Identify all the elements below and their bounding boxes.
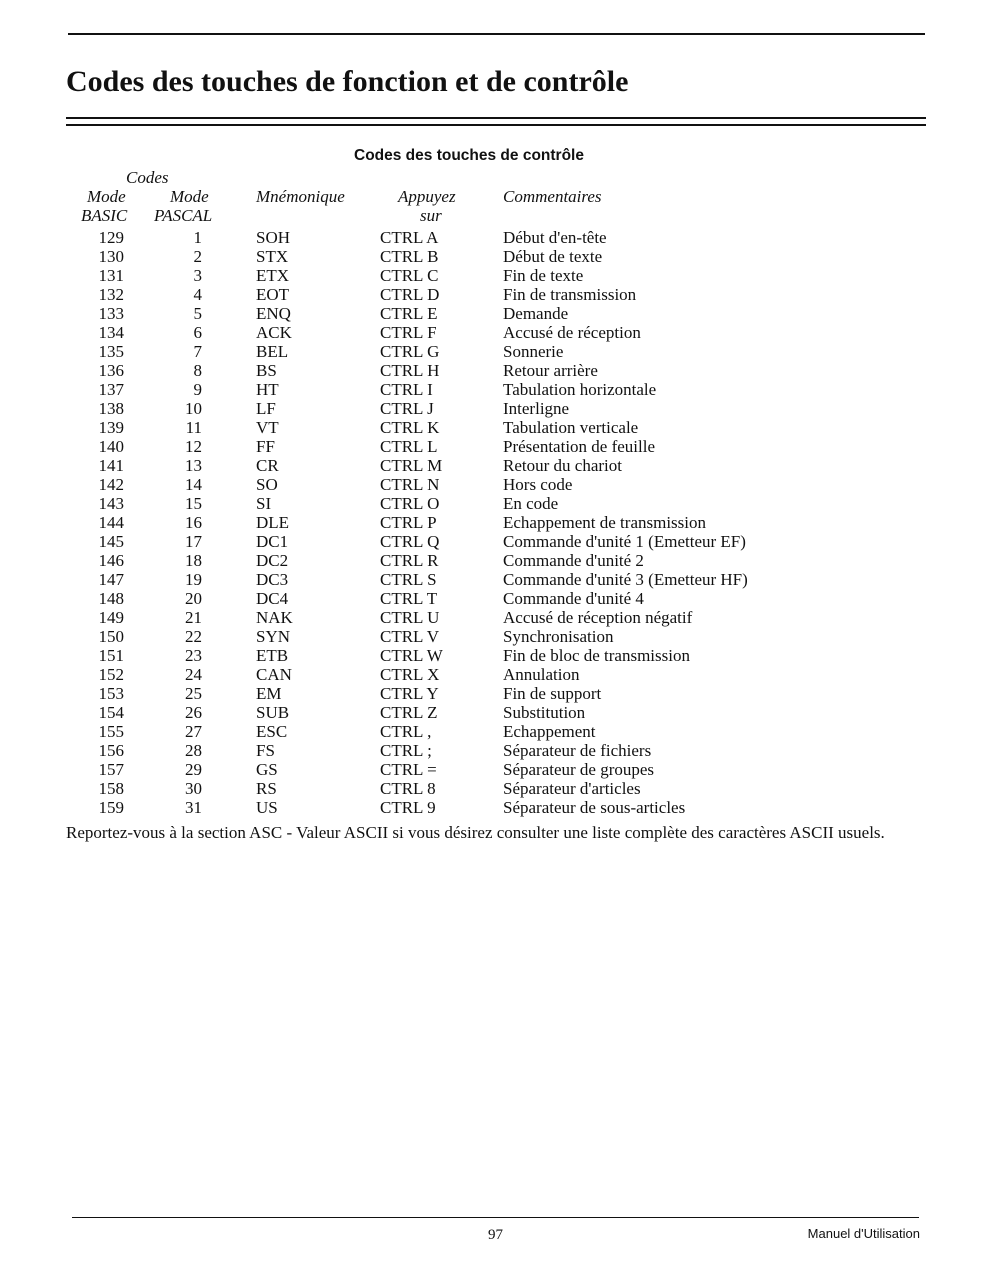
cell-key-combo: CTRL C	[380, 266, 439, 285]
cell-basic-code: 135	[98, 342, 124, 361]
cell-key-combo: CTRL D	[380, 285, 440, 304]
cell-basic-code: 143	[98, 494, 124, 513]
cell-basic-code: 131	[98, 266, 124, 285]
cell-mnemonic: DC4	[256, 589, 289, 608]
cell-pascal-code: 21	[185, 608, 202, 627]
cell-pascal-code: 17	[185, 532, 202, 551]
cell-mnemonic: GS	[256, 760, 278, 779]
table-row	[0, 285, 1000, 304]
header-mode-basic: Mode	[87, 187, 126, 206]
table-row	[0, 551, 1000, 570]
table-row	[0, 304, 1000, 323]
cell-comment: Commande d'unité 1 (Emetteur EF)	[503, 532, 746, 551]
cell-key-combo: CTRL F	[380, 323, 437, 342]
cell-comment: Accusé de réception négatif	[503, 608, 693, 627]
table-row	[0, 570, 1000, 589]
cell-mnemonic: ETB	[256, 646, 289, 665]
cell-key-combo: CTRL H	[380, 361, 440, 380]
header-mode-pascal: Mode	[170, 187, 209, 206]
cell-pascal-code: 19	[185, 570, 202, 589]
cell-key-combo: CTRL P	[380, 513, 437, 532]
header-mnemonic: Mnémonique	[256, 187, 345, 206]
cell-basic-code: 153	[98, 684, 124, 703]
cell-pascal-code: 2	[193, 247, 202, 266]
cell-pascal-code: 3	[193, 266, 202, 285]
cell-basic-code: 148	[98, 589, 124, 608]
cell-basic-code: 132	[98, 285, 124, 304]
cell-basic-code: 154	[98, 703, 124, 722]
cell-pascal-code: 23	[185, 646, 202, 665]
cell-key-combo: CTRL L	[380, 437, 438, 456]
cell-mnemonic: CR	[256, 456, 279, 475]
table-row	[0, 627, 1000, 646]
table-row	[0, 361, 1000, 380]
cell-mnemonic: DC3	[256, 570, 289, 589]
cell-key-combo: CTRL S	[380, 570, 437, 589]
section-title: Codes des touches de contrôle	[354, 147, 584, 164]
cell-basic-code: 151	[98, 646, 124, 665]
cell-mnemonic: DLE	[256, 513, 290, 532]
cell-mnemonic: US	[256, 798, 278, 817]
cell-basic-code: 137	[98, 380, 124, 399]
cell-key-combo: CTRL 8	[380, 779, 436, 798]
cell-comment: Début de texte	[503, 247, 603, 266]
cell-pascal-code: 15	[185, 494, 202, 513]
cell-basic-code: 142	[98, 475, 124, 494]
cell-comment: Substitution	[503, 703, 586, 722]
cell-pascal-code: 26	[185, 703, 202, 722]
table-row	[0, 437, 1000, 456]
reference-note: Reportez-vous à la section ASC - Valeur ASCII si vous désirez consulter une liste complète des caractères ASCII usuels.	[66, 823, 885, 842]
cell-mnemonic: EOT	[256, 285, 290, 304]
cell-mnemonic: RS	[256, 779, 277, 798]
cell-comment: Tabulation horizontale	[503, 380, 657, 399]
cell-key-combo: CTRL R	[380, 551, 439, 570]
cell-mnemonic: CAN	[256, 665, 292, 684]
cell-comment: Début d'en-tête	[503, 228, 607, 247]
cell-pascal-code: 25	[185, 684, 202, 703]
cell-mnemonic: SYN	[256, 627, 291, 646]
cell-key-combo: CTRL J	[380, 399, 434, 418]
header-key-on: sur	[420, 206, 442, 225]
cell-comment: Retour du chariot	[503, 456, 622, 475]
cell-key-combo: CTRL ,	[380, 722, 432, 741]
header-basic: BASIC	[81, 206, 128, 225]
cell-basic-code: 155	[98, 722, 124, 741]
cell-pascal-code: 4	[193, 285, 202, 304]
cell-pascal-code: 22	[185, 627, 202, 646]
header-pascal: PASCAL	[154, 206, 213, 225]
table-row	[0, 247, 1000, 266]
cell-mnemonic: DC1	[256, 532, 289, 551]
cell-key-combo: CTRL Z	[380, 703, 438, 722]
cell-comment: Fin de texte	[503, 266, 584, 285]
cell-key-combo: CTRL 9	[380, 798, 436, 817]
cell-mnemonic: ACK	[256, 323, 292, 342]
cell-pascal-code: 31	[185, 798, 202, 817]
cell-comment: Séparateur de groupes	[503, 760, 655, 779]
header-key-press: Appuyez	[398, 187, 456, 206]
cell-basic-code: 147	[98, 570, 124, 589]
cell-basic-code: 149	[98, 608, 124, 627]
cell-mnemonic: VT	[256, 418, 279, 437]
cell-comment: Echappement	[503, 722, 596, 741]
cell-pascal-code: 16	[185, 513, 202, 532]
cell-mnemonic: SO	[256, 475, 278, 494]
cell-pascal-code: 9	[193, 380, 202, 399]
cell-mnemonic: HT	[256, 380, 279, 399]
table-row	[0, 760, 1000, 779]
cell-basic-code: 136	[98, 361, 124, 380]
cell-key-combo: CTRL =	[380, 760, 437, 779]
cell-comment: Fin de support	[503, 684, 602, 703]
cell-pascal-code: 24	[185, 665, 202, 684]
cell-key-combo: CTRL Q	[380, 532, 440, 551]
table-row	[0, 475, 1000, 494]
table-row	[0, 665, 1000, 684]
cell-comment: Fin de transmission	[503, 285, 637, 304]
control-codes-table	[0, 228, 1000, 817]
cell-comment: Séparateur d'articles	[503, 779, 641, 798]
cell-basic-code: 150	[98, 627, 124, 646]
cell-key-combo: CTRL A	[380, 228, 439, 247]
cell-mnemonic: SUB	[256, 703, 290, 722]
cell-comment: Fin de bloc de transmission	[503, 646, 690, 665]
table-row	[0, 684, 1000, 703]
table-row	[0, 798, 1000, 817]
cell-key-combo: CTRL N	[380, 475, 440, 494]
cell-basic-code: 152	[98, 665, 124, 684]
cell-pascal-code: 30	[185, 779, 202, 798]
cell-mnemonic: BEL	[256, 342, 289, 361]
cell-comment: Hors code	[503, 475, 573, 494]
cell-key-combo: CTRL E	[380, 304, 438, 323]
cell-mnemonic: LF	[256, 399, 276, 418]
cell-comment: En code	[503, 494, 559, 513]
table-row	[0, 779, 1000, 798]
table-row	[0, 741, 1000, 760]
table-row	[0, 513, 1000, 532]
table-row	[0, 456, 1000, 475]
cell-pascal-code: 18	[185, 551, 202, 570]
cell-key-combo: CTRL I	[380, 380, 433, 399]
cell-basic-code: 144	[98, 513, 124, 532]
top-rule	[68, 33, 925, 35]
table-row	[0, 323, 1000, 342]
cell-key-combo: CTRL V	[380, 627, 440, 646]
cell-key-combo: CTRL K	[380, 418, 440, 437]
cell-comment: Commande d'unité 2	[503, 551, 644, 570]
table-row	[0, 608, 1000, 627]
cell-comment: Séparateur de fichiers	[503, 741, 652, 760]
cell-comment: Interligne	[503, 399, 570, 418]
cell-key-combo: CTRL W	[380, 646, 443, 665]
title-double-rule	[66, 117, 926, 126]
cell-basic-code: 138	[98, 399, 124, 418]
cell-comment: Sonnerie	[503, 342, 564, 361]
table-row	[0, 703, 1000, 722]
footer-rule	[72, 1217, 919, 1218]
cell-basic-code: 145	[98, 532, 124, 551]
cell-key-combo: CTRL X	[380, 665, 440, 684]
table-row	[0, 342, 1000, 361]
cell-pascal-code: 12	[185, 437, 202, 456]
cell-comment: Commande d'unité 3 (Emetteur HF)	[503, 570, 748, 589]
table-row	[0, 266, 1000, 285]
cell-mnemonic: SOH	[256, 228, 291, 247]
cell-key-combo: CTRL G	[380, 342, 440, 361]
cell-mnemonic: ESC	[256, 722, 288, 741]
header-comments: Commentaires	[503, 187, 602, 206]
cell-key-combo: CTRL B	[380, 247, 439, 266]
table-row	[0, 380, 1000, 399]
cell-mnemonic: STX	[256, 247, 289, 266]
cell-pascal-code: 11	[185, 418, 202, 437]
cell-key-combo: CTRL Y	[380, 684, 439, 703]
cell-mnemonic: SI	[256, 494, 272, 513]
cell-basic-code: 157	[98, 760, 124, 779]
header-codes: Codes	[126, 168, 169, 187]
cell-comment: Synchronisation	[503, 627, 614, 646]
cell-basic-code: 156	[98, 741, 124, 760]
cell-basic-code: 129	[98, 228, 124, 247]
cell-comment: Retour arrière	[503, 361, 598, 380]
cell-comment: Annulation	[503, 665, 580, 684]
cell-mnemonic: FF	[256, 437, 275, 456]
cell-pascal-code: 10	[185, 399, 202, 418]
cell-key-combo: CTRL M	[380, 456, 443, 475]
cell-mnemonic: DC2	[256, 551, 289, 570]
cell-mnemonic: ENQ	[256, 304, 291, 323]
cell-key-combo: CTRL U	[380, 608, 440, 627]
cell-comment: Echappement de transmission	[503, 513, 707, 532]
cell-basic-code: 158	[98, 779, 124, 798]
cell-basic-code: 146	[98, 551, 124, 570]
cell-comment: Demande	[503, 304, 569, 323]
cell-pascal-code: 8	[193, 361, 202, 380]
table-row	[0, 228, 1000, 247]
table-row	[0, 722, 1000, 741]
cell-basic-code: 134	[98, 323, 124, 342]
page-number: 97	[488, 1227, 503, 1243]
manual-title: Manuel d'Utilisation	[807, 1226, 920, 1241]
cell-basic-code: 133	[98, 304, 124, 323]
table-row	[0, 418, 1000, 437]
table-row	[0, 646, 1000, 665]
cell-pascal-code: 1	[193, 228, 202, 247]
cell-pascal-code: 29	[185, 760, 202, 779]
cell-mnemonic: EM	[256, 684, 282, 703]
cell-comment: Présentation de feuille	[503, 437, 656, 456]
cell-pascal-code: 20	[185, 589, 202, 608]
cell-mnemonic: FS	[256, 741, 275, 760]
cell-mnemonic: NAK	[256, 608, 293, 627]
cell-key-combo: CTRL T	[380, 589, 438, 608]
table-row	[0, 494, 1000, 513]
cell-pascal-code: 5	[193, 304, 202, 323]
cell-pascal-code: 14	[185, 475, 202, 494]
cell-basic-code: 141	[98, 456, 124, 475]
cell-comment: Séparateur de sous-articles	[503, 798, 686, 817]
cell-key-combo: CTRL O	[380, 494, 440, 513]
cell-pascal-code: 13	[185, 456, 202, 475]
cell-basic-code: 130	[98, 247, 124, 266]
cell-pascal-code: 27	[185, 722, 202, 741]
cell-comment: Accusé de réception	[503, 323, 641, 342]
table-row	[0, 589, 1000, 608]
cell-pascal-code: 7	[193, 342, 202, 361]
table-row	[0, 532, 1000, 551]
cell-comment: Commande d'unité 4	[503, 589, 644, 608]
table-row	[0, 399, 1000, 418]
cell-pascal-code: 28	[185, 741, 202, 760]
page-title: Codes des touches de fonction et de contrôle	[66, 65, 629, 98]
cell-comment: Tabulation verticale	[503, 418, 639, 437]
cell-pascal-code: 6	[193, 323, 202, 342]
cell-mnemonic: ETX	[256, 266, 290, 285]
cell-mnemonic: BS	[256, 361, 277, 380]
cell-basic-code: 159	[98, 798, 124, 817]
cell-key-combo: CTRL ;	[380, 741, 432, 760]
cell-basic-code: 140	[98, 437, 124, 456]
cell-basic-code: 139	[98, 418, 124, 437]
